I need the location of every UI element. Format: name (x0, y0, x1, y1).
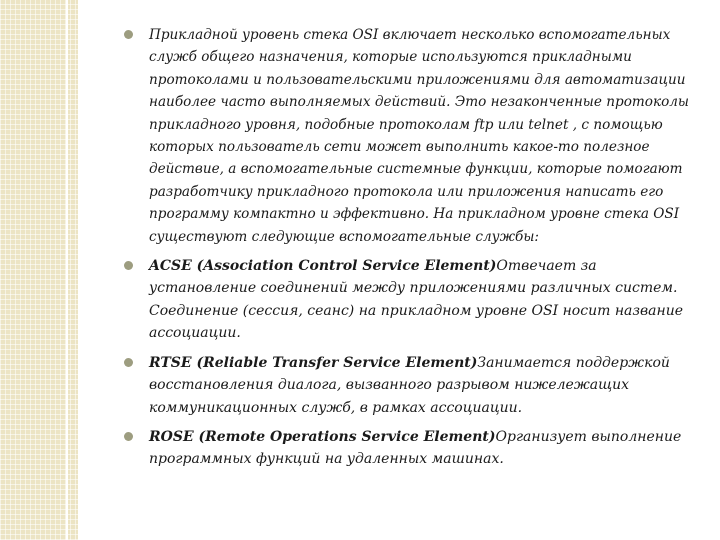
bullet-rose (124, 426, 706, 471)
bullet-body: Организует выполнение программных функций на удаленных машинах. (149, 428, 682, 468)
strip-divider (66, 0, 68, 540)
bullet-term: ACSE (Association Control Service Element) (149, 258, 497, 275)
bullet-intro (124, 24, 706, 248)
bullet-acse (124, 255, 706, 345)
bullet-text (149, 24, 706, 248)
bullet-dot-icon (124, 30, 133, 39)
bullet-body: Занимается поддержкой восстановления диалога, вызванного разрывом нижележащих коммуникационных служб, в рамках ассоциации. (149, 354, 670, 416)
bullet-body: Отвечает за установление соединений между приложениями различных систем. Соединение (сессия, сеанс) на прикладном уровне OSI носит название ассоциации. (149, 258, 684, 342)
slide-content (124, 24, 706, 478)
bullet-term: ROSE (Remote Operations Service Element) (149, 428, 496, 445)
bullet-text (149, 426, 706, 471)
bullet-dot-icon (124, 432, 133, 441)
bullet-text (149, 255, 706, 345)
bullet-dot-icon (124, 358, 133, 367)
bullet-text (149, 352, 706, 419)
bullet-body: Прикладной уровень стека OSI включает несколько вспомогательных служб общего назначения, которые используются прикладными протоколами и пользовательскими приложениями для автоматизации наиболее часто выполняемых действий. Это незаконченные протоколы прикладного уровня, подобные протоколам ftp или telnet , с помощью которых пользователь сети может выполнить какое-то полезное действие, а вспомогательные системные функции, которые помогают разработчику прикладного протокола или приложения написать его программу компактно и эффективно. На прикладном уровне стека OSI существуют следующие вспомогательные службы: (149, 27, 689, 245)
bullet-term: RTSE (Reliable Transfer Service Element) (149, 354, 478, 371)
bullet-dot-icon (124, 261, 133, 270)
bullet-rtse (124, 352, 706, 419)
